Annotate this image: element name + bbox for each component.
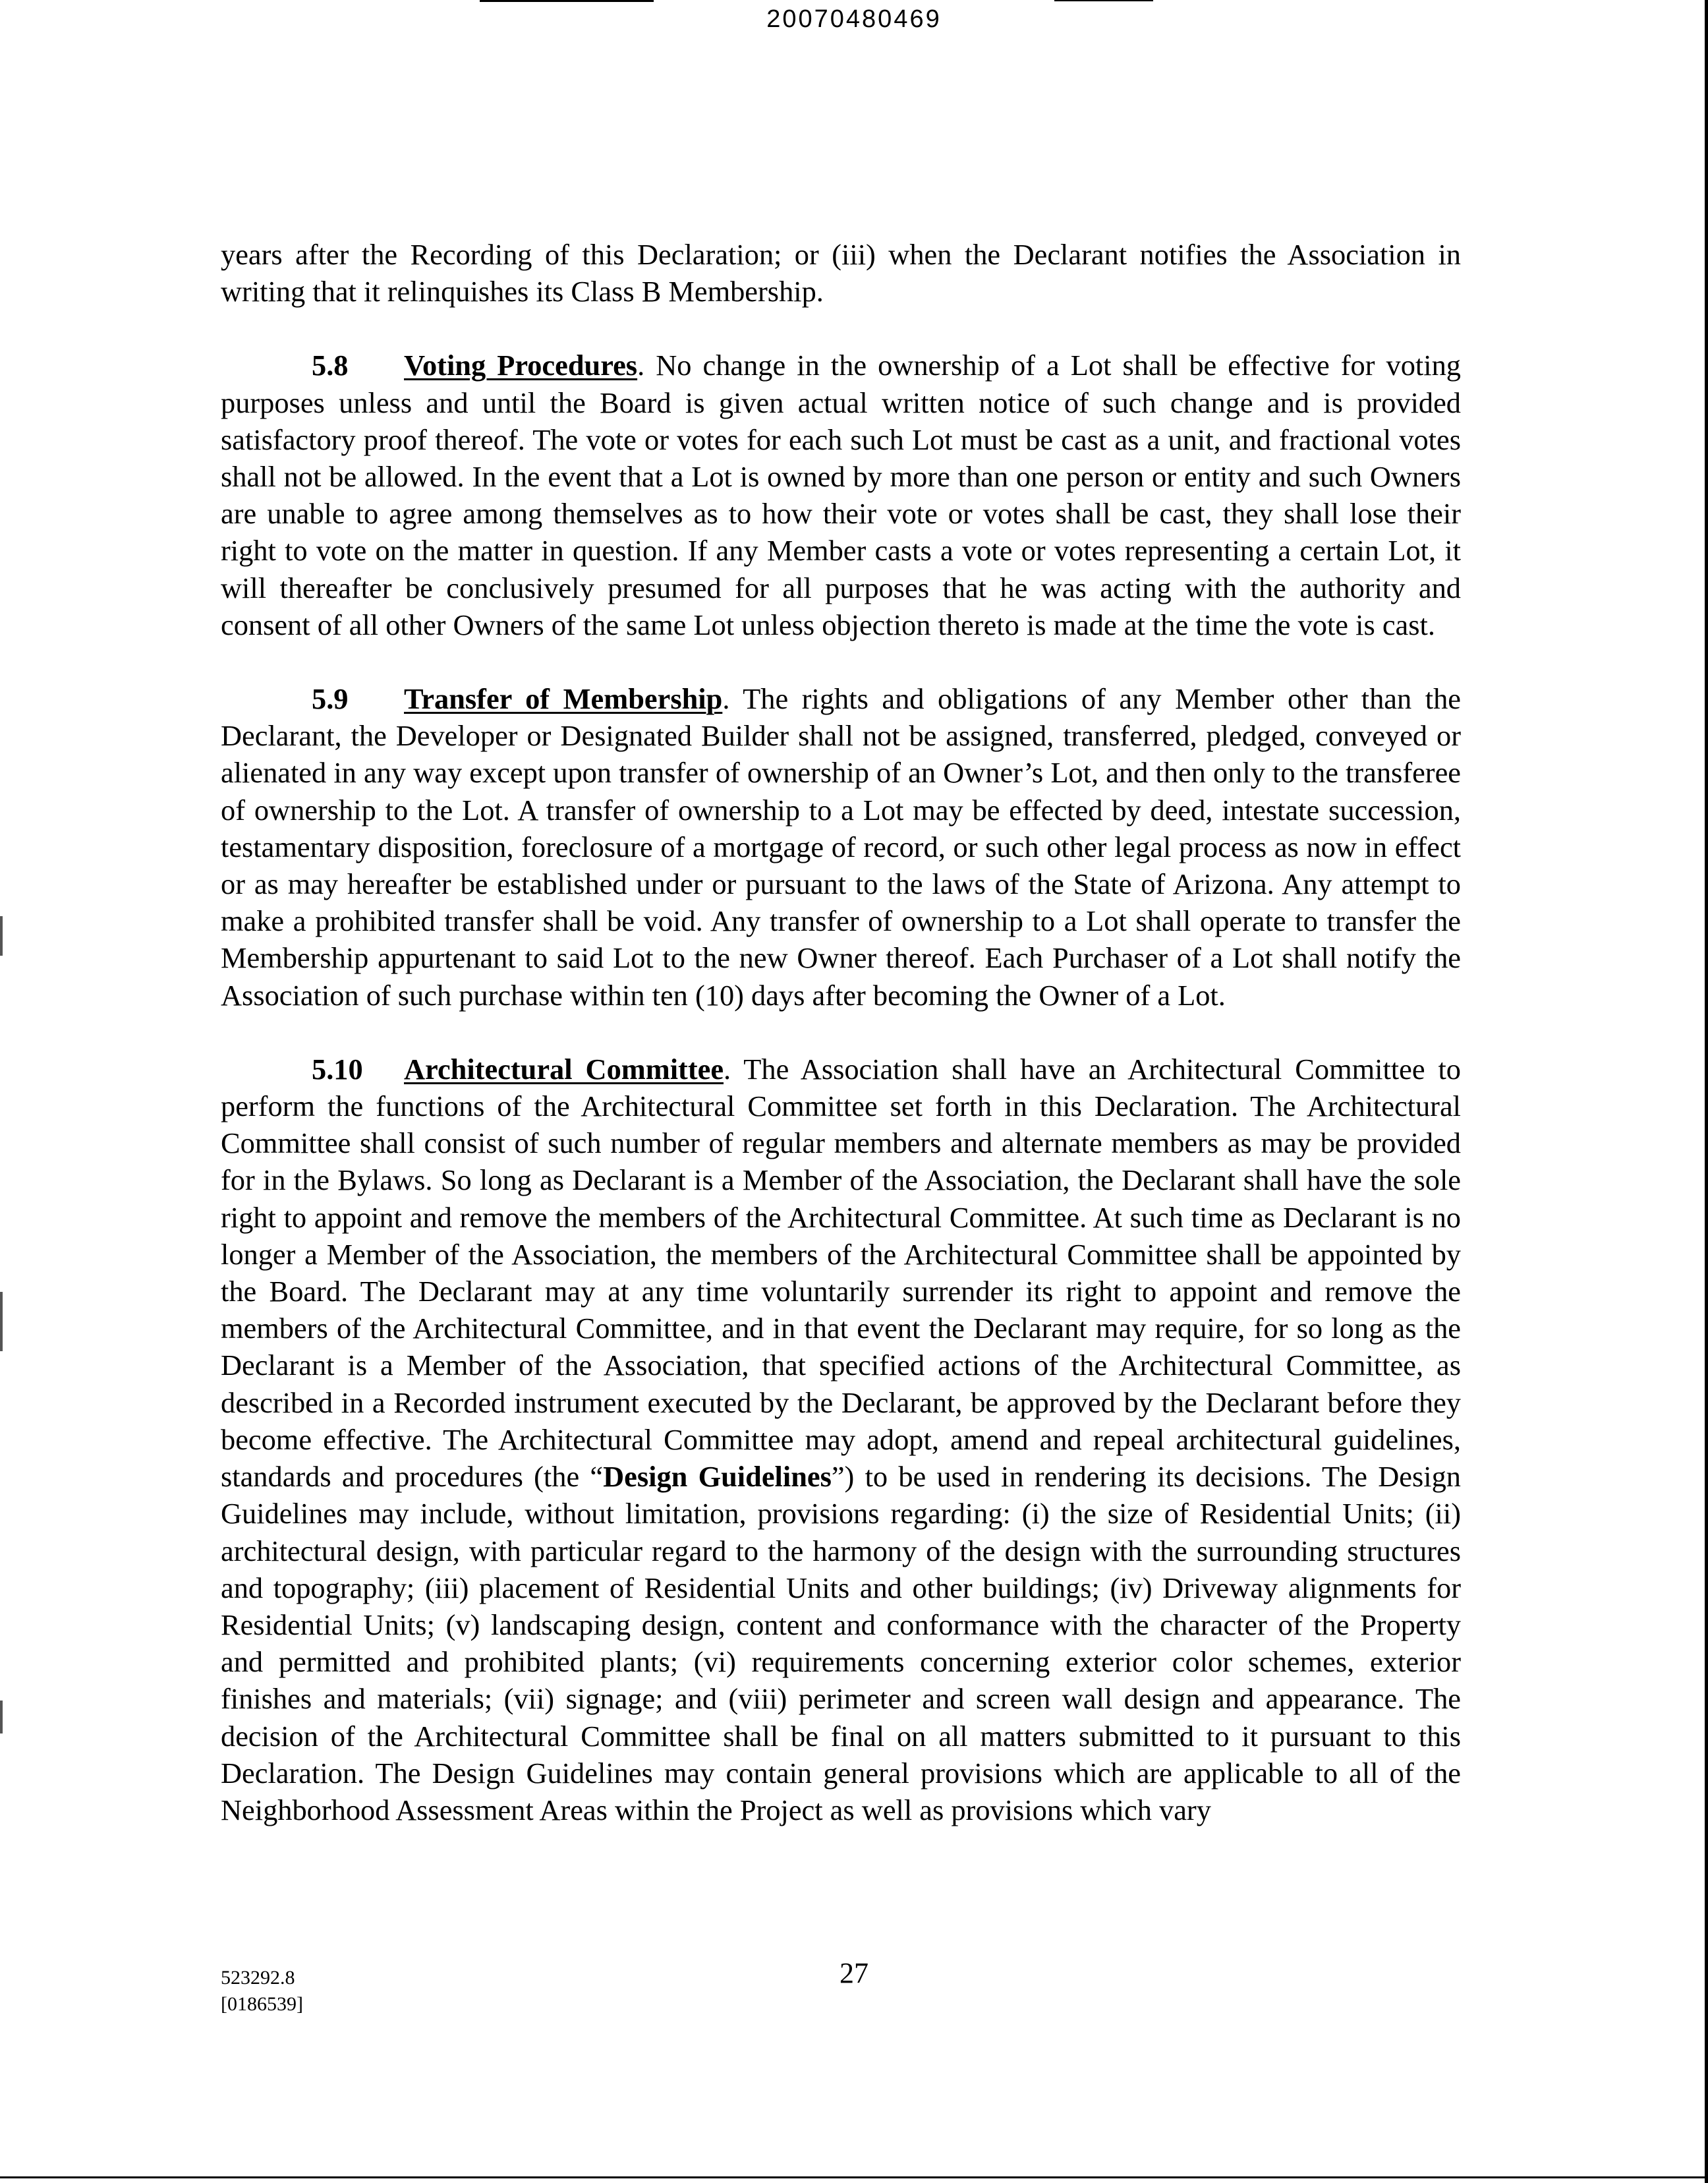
top-rule [1054, 0, 1153, 1]
section-text: . The Association shall have an Architectural Committee to perform the functions of the Architectural Committee set forth in this Declaration. The Architectural Committee shall consist of such number of regular members and alternate members as may be provided for in the Bylaws. So long as Declarant is a Member of the Association, the Declarant shall have the sole right to appoint and remove the members of the Architectural Committee. At such time as Declarant is no longer a Member of the Association, the members of the Architectural Committee shall be appointed by the Board. The Declarant may at any time voluntarily surrender its right to appoint and remove the members of the Architectural Committee, and in that event the Declarant may require, for so long as the Declarant is a Member of the Association, that specified actions of the Architectural Committee, as described in a Recorded instrument executed by the Declarant, be approved by the Declarant before they become effective. The Architectural Committee may adopt, amend and repeal architectural guidelines, standards and procedures (the “ [221, 1052, 1461, 1494]
section-text: . The rights and obligations of any Member other than the Declarant, the Developer or Designated Builder shall not be assigned, transferred, pledged, conveyed or alienated in any way except upon transfer of ownership of an Owner’s Lot, and then only to the transferee of ownership to the Lot. A transfer of ownership to a Lot may be effected by deed, intestate succession, testamentary disposition, foreclosure of a mortgage of record, or such other legal process as now in effect or as may hereafter be established under or pursuant to the laws of the State of Arizona. Any attempt to make a prohibited transfer shall be void. Any transfer of ownership to a Lot shall operate to transfer the Membership appurtenant to said Lot to the new Owner thereof. Each Purchaser of a Lot shall notify the Association of such purchase within ten (10) days after becoming the Owner of a Lot. [221, 682, 1461, 1012]
document-body [221, 236, 1461, 1865]
section-number: 5.9 [312, 682, 349, 716]
paragraph-continuation [221, 236, 1461, 310]
paragraph-text: years after the Recording of this Declaration; or (iii) when the Declarant notifies the Association in writing that it relinquishes its Class B Membership. [221, 238, 1461, 308]
scan-edge-mark [0, 916, 3, 956]
section-5-8 [221, 347, 1461, 643]
section-number: 5.10 [312, 1052, 363, 1086]
section-number: 5.8 [312, 349, 349, 382]
section-title: Transfer of Membership [404, 682, 723, 716]
scan-edge-mark [0, 1701, 3, 1733]
footer-doc-id: 523292.8 [221, 1967, 295, 1989]
defined-term: Design Guidelines [603, 1460, 832, 1494]
section-5-9 [221, 680, 1461, 1014]
top-rule [480, 0, 654, 2]
section-title: Architectural Committee [404, 1052, 724, 1086]
section-title: Voting Procedures [404, 349, 638, 382]
section-text: ”) to be used in rendering its decisions. The Design Guidelines may include, without limitation, provisions regarding: (i) the size of Residential Units; (ii) architectural design, with particular regard to the harmony of the design with the surrounding structures and topography; (iii) placement of Residential Units and other buildings; (iv) Driveway alignments for Residential Units; (v) landscaping design, content and conformance with the character of the Property and permitted and prohibited plants; (vi) requirements concerning exterior color schemes, exterior finishes and materials; (vii) signage; and (viii) perimeter and screen wall design and appearance. The decision of the Architectural Committee shall be final on all matters submitted to it pursuant to this Declaration. The Design Guidelines may contain general provisions which are applicable to all of the Neighborhood Assessment Areas within the Project as well as provisions which vary [221, 1460, 1461, 1826]
scan-edge-mark [0, 1292, 3, 1351]
scan-edge [1705, 0, 1708, 2183]
section-5-10 [221, 1051, 1461, 1828]
document-number: 20070480469 [766, 5, 942, 33]
section-text: . No change in the ownership of a Lot shall be effective for voting purposes unless and until the Board is given actual written notice of such change and is provided satisfactory proof thereof. The vote or votes for each such Lot must be cast as a unit, and fractional votes shall not be allowed. In the event that a Lot is owned by more than one person or entity and such Owners are unable to agree among themselves as to how their vote or votes shall be cast, they shall lose their right to vote on the matter in question. If any Member casts a vote or votes representing a certain Lot, it will thereafter be conclusively presumed for all purposes that he was acting with the authority and consent of all other Owners of the same Lot unless objection thereto is made at the time the vote is cast. [221, 349, 1461, 641]
page-number: 27 [840, 1957, 868, 1989]
bottom-rule [0, 2176, 1708, 2178]
footer-ref-id: [0186539] [221, 1993, 303, 2015]
